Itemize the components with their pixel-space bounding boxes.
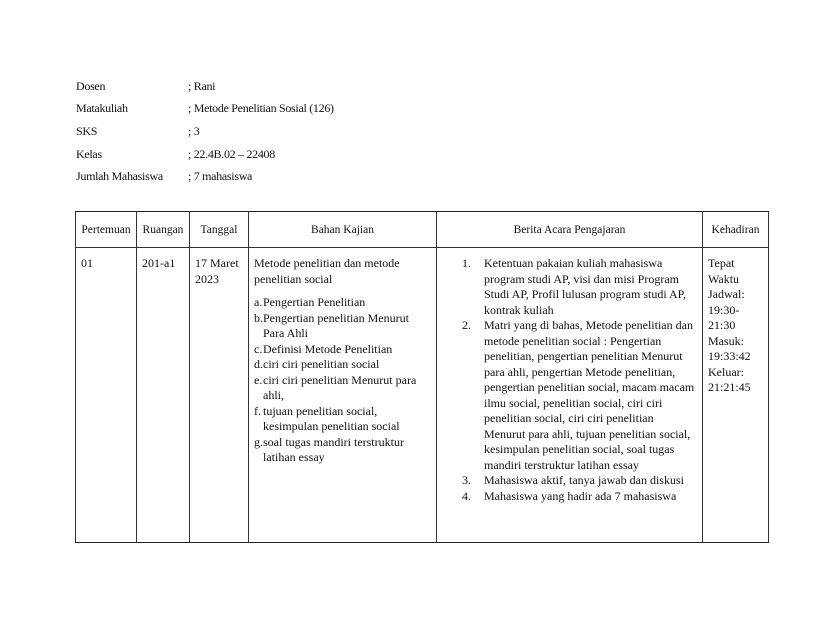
- info-label: SKS: [76, 123, 98, 138]
- info-value: ; 3: [188, 123, 200, 138]
- list-item: f. tujuan penelitian social, kesimpulan penelitian social: [254, 403, 400, 433]
- bahan-list: [254, 295, 431, 466]
- table-row: [76, 254, 769, 543]
- header-kehadiran: Kehadiran: [703, 212, 769, 248]
- list-item: 4. Mahasiswa yang hadir ada 7 mahasiswa: [462, 488, 677, 503]
- info-label: Kelas: [76, 146, 102, 161]
- list-item: 2. Matri yang di bahas, Metode penelitian dan metode penelitian social : Pengertian penelitian, pengertian penelitian Menurut para ahli, pengertian Metode penelitian, pengertian penelitian social, macam macam ilmu social, penelitian social, ciri ciri penelitian social, ciri ciri penelitian Menurut para ahli, tujuan penelitian social, kesimpulan penelitian social, soal tugas mandiri terstruktur latihan essay: [462, 318, 695, 472]
- info-value: ; Rani: [188, 78, 216, 93]
- kehadiran-keluar-label: Keluar:: [708, 364, 744, 379]
- list-item: b. Pengertian penelitian Menurut Para Ahli: [254, 310, 409, 340]
- kehadiran-jadwal-label: Jadwal:: [708, 287, 745, 301]
- table-header-row: [76, 212, 769, 248]
- header-tanggal: Tanggal: [190, 212, 249, 248]
- info-row-jumlah-mahasiswa: [76, 165, 334, 188]
- cell-tanggal: 17 Maret 2023: [190, 254, 249, 543]
- info-label: Jumlah Mahasiswa: [76, 169, 163, 184]
- kehadiran-status: Tepat Waktu: [708, 256, 740, 286]
- info-value: ; 7 mahasiswa: [188, 169, 253, 184]
- info-label: Dosen: [76, 78, 106, 93]
- info-row-matakuliah: [76, 98, 334, 121]
- info-row-dosen: [76, 75, 334, 98]
- header-bahan-kajian: Bahan Kajian: [249, 212, 437, 248]
- attendance-table: [75, 211, 769, 543]
- cell-kehadiran: [703, 254, 769, 543]
- list-item: g. soal tugas mandiri terstruktur latihan essay: [254, 434, 404, 464]
- kehadiran-masuk-value: 19:33:42: [708, 349, 751, 363]
- kehadiran-jadwal-value: 19:30-21:30: [708, 302, 740, 332]
- kehadiran-keluar-value: 21:21:45: [708, 380, 751, 394]
- info-row-kelas: [76, 143, 334, 166]
- cell-ruangan: 201-a1: [137, 254, 190, 543]
- cell-bahan-kajian: [249, 254, 437, 543]
- berita-list: [442, 256, 697, 504]
- bahan-intro: Metode penelitian dan metode penelitian social: [254, 256, 400, 286]
- info-row-sks: [76, 120, 334, 143]
- info-label: Matakuliah: [76, 101, 128, 116]
- kehadiran-masuk-label: Masuk:: [708, 333, 744, 348]
- list-item: c. Definisi Metode Penelitian: [254, 341, 393, 356]
- cell-berita-acara: [437, 254, 703, 543]
- list-item: d. ciri ciri penelitian social: [254, 357, 380, 371]
- list-item: 3. Mahasiswa aktif, tanya jawab dan diskusi: [462, 473, 684, 487]
- info-value: ; 22.4B.02 – 22408: [188, 146, 275, 161]
- list-item: e. ciri ciri penelitian Menurut para ahli,: [254, 372, 417, 402]
- course-info-block: [76, 75, 334, 188]
- header-pertemuan: Pertemuan: [76, 212, 137, 248]
- header-ruangan: Ruangan: [137, 212, 190, 248]
- info-value: ; Metode Penelitian Sosial (126): [188, 101, 334, 116]
- header-berita-acara: Berita Acara Pengajaran: [437, 212, 703, 248]
- list-item: 1. Ketentuan pakaian kuliah mahasiswa program studi AP, visi dan misi Program Studi AP, Profil lulusan program studi AP, kontrak kuliah: [462, 256, 687, 317]
- list-item: a. Pengertian Penelitian: [254, 295, 366, 309]
- cell-pertemuan: 01: [76, 254, 137, 543]
